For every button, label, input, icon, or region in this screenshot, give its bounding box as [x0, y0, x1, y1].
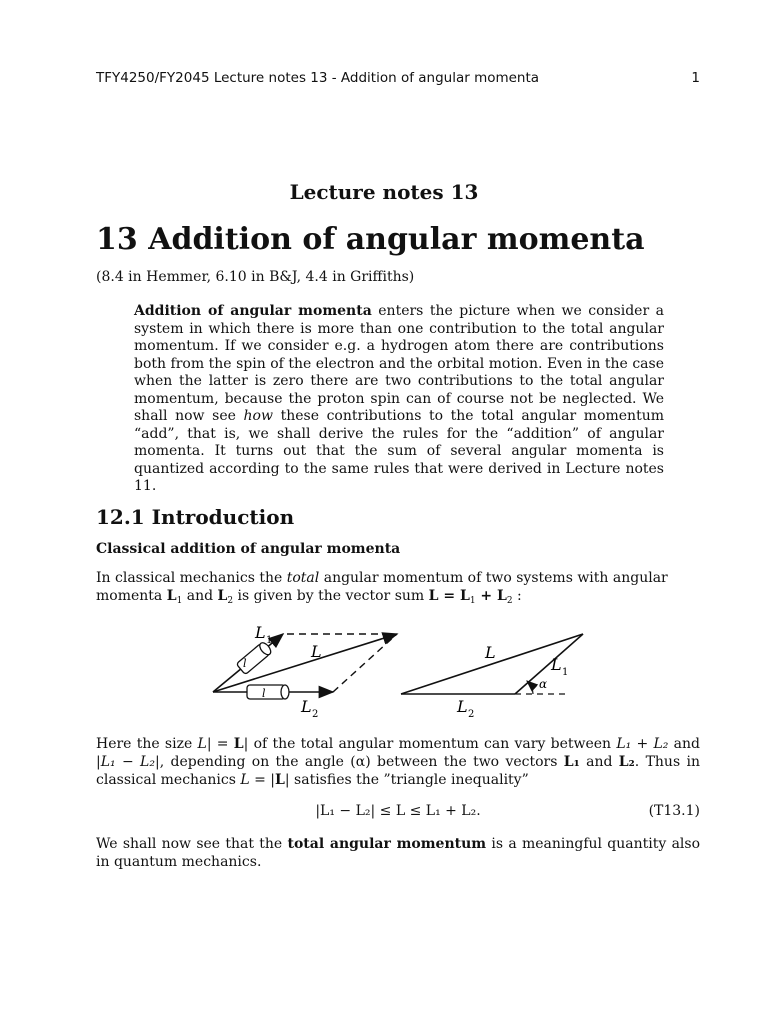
abstract-text-a: enters the picture when we consider a system in which there is more than one contribution to the total angular momentum. If we consider e.g. a hydrogen atom there are contributions both from the spin of the electron and the orbital motion. Even in the case when the latter is zero there are two contributions to the total angular momentum, because the proton spin can of course not be neglected. We shall now see: [134, 303, 664, 424]
p2-vector-2: L₂: [618, 754, 635, 770]
p2-text-5: and: [579, 754, 619, 770]
vector-sum-sub2: 2: [506, 596, 513, 606]
running-title: TFY4250/FY2045 Lecture notes 13 - Addition of angular momenta: [96, 70, 540, 86]
intro-emphasis: total: [286, 570, 320, 586]
cylinder-icon-lower: [247, 685, 289, 699]
p2-vector-1: L₁: [563, 754, 580, 770]
p2-L-end: |: [284, 772, 290, 788]
subsection-heading: Classical addition of angular momenta: [96, 541, 401, 557]
abstract-emphasis: how: [243, 408, 273, 424]
vector-L1-sub: 1: [176, 596, 183, 606]
small-l-upper: l: [243, 657, 247, 670]
p2-text-7: satisfies the ”triangle inequality”: [289, 772, 529, 788]
intro-text-2: angular momentum of two systems with angular momenta: [96, 570, 668, 604]
vector-L2-sub: 2: [227, 596, 234, 606]
label-L-left: L: [311, 642, 322, 661]
running-header: [96, 70, 700, 86]
label-L2-left-sub: 2: [312, 709, 319, 720]
p2-min-expr: |L₁ − L₂|: [96, 754, 160, 770]
dashed-right-edge: [333, 634, 397, 692]
label-L2-right: L: [457, 697, 468, 716]
paragraph-2: [96, 735, 700, 789]
vector-sum-plus: + L: [475, 588, 507, 604]
label-L-right: L: [485, 643, 496, 662]
page-number: 1: [691, 70, 700, 86]
vector-sum-eq: L = L: [428, 588, 470, 604]
references-line: (8.4 in Hemmer, 6.10 in B&J, 4.4 in Griffiths): [96, 269, 415, 285]
label-L1-right: L: [551, 655, 562, 674]
p2-L-bold: L: [275, 772, 285, 788]
triangle-L1-side: [515, 634, 583, 694]
vector-sum-sub1: 1: [469, 596, 476, 606]
p2-text-3: and: [668, 736, 700, 752]
intro-text-5: :: [512, 588, 522, 604]
label-L2-right-sub: 2: [468, 709, 475, 720]
abstract-lead: Addition of angular momenta: [134, 303, 372, 319]
p3-text-2: is a meaningful quantity also in quantum mechanics.: [96, 836, 701, 870]
p2-size-end: |: [243, 736, 249, 752]
label-L1-left-sub: 1: [266, 635, 273, 646]
vector-addition-figure: [195, 612, 605, 724]
figure-svg: [195, 612, 605, 724]
p2-size-expr: L| =: [197, 736, 234, 752]
abstract-paragraph: [134, 303, 664, 496]
paragraph-3: [96, 835, 700, 871]
lecture-label: Lecture notes 13: [289, 180, 479, 204]
intro-text-4: is given by the vector sum: [233, 588, 429, 604]
p3-bold: total angular momentum: [287, 836, 487, 852]
label-L1-left: L: [255, 623, 266, 642]
label-L2-left: L: [301, 697, 312, 716]
intro-text-1: In classical mechanics the: [96, 570, 287, 586]
p2-max-expr: L₁ + L₂: [616, 736, 669, 752]
p2-L-expr: L = |: [240, 772, 276, 788]
chapter-title: 13 Addition of angular momenta: [96, 222, 645, 257]
p2-text-6: . Thus in classical mechanics: [96, 754, 700, 788]
vector-L1: L: [166, 588, 177, 604]
intro-text-3: and: [182, 588, 218, 604]
equation-T13-1: [96, 803, 700, 823]
small-l-lower: l: [262, 687, 266, 700]
label-alpha: α: [539, 677, 548, 691]
label-L1-right-sub: 1: [562, 667, 569, 678]
equation-number: (T13.1): [648, 803, 700, 819]
p2-text-4: , depending on the angle (α) between the two vectors: [159, 754, 564, 770]
p2-text-2: of the total angular momentum can vary between: [248, 736, 617, 752]
abstract-text-b: these contributions to the total angular momentum “add”, that is, we shall derive the rules for the “addition” of angular momenta. It turns out that the sum of several angular momenta is quantized according to the same rules that were derived in Lecture notes 11.: [134, 408, 664, 494]
equation-body: |L₁ − L₂| ≤ L ≤ L₁ + L₂.: [315, 803, 481, 819]
section-heading: 12.1 Introduction: [96, 505, 295, 529]
p2-size-bold: L: [233, 736, 244, 752]
intro-paragraph: [96, 569, 700, 610]
p2-text-1: Here the size: [96, 736, 198, 752]
vector-L2: L: [217, 588, 228, 604]
p3-text-1: We shall now see that the: [96, 836, 288, 852]
